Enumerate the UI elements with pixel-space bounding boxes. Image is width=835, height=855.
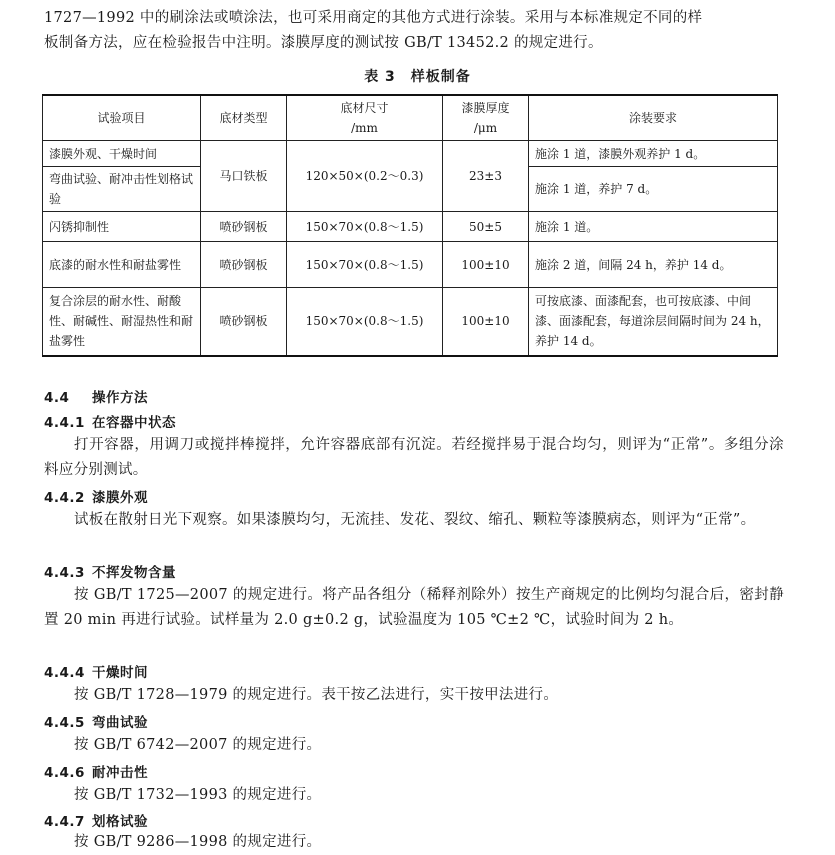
cell-substrate: 马口铁板 <box>201 141 287 212</box>
cell-size: 150×70×(0.8～1.5) <box>287 242 443 288</box>
table-caption: 表 3 样板制备 <box>364 69 471 85</box>
section-number: 4.4.4 <box>44 665 85 681</box>
sample-preparation-table <box>42 94 778 357</box>
cell-item: 漆膜外观、干燥时间 <box>43 141 201 167</box>
intro-line-1: 1727—1992 中的刷涂法或喷涂法，也可采用商定的其他方式进行涂装。采用与本标准规定不同的样 <box>44 10 703 26</box>
cell-thickness: 100±10 <box>443 242 529 288</box>
header-size-label: 底材尺寸 <box>340 101 389 115</box>
header-thickness <box>443 95 529 141</box>
cell-thickness: 100±10 <box>443 288 529 356</box>
cell-item: 闪锈抑制性 <box>43 212 201 242</box>
section-heading-4-4-2 <box>44 486 148 506</box>
section-heading-4-4-5 <box>44 711 148 731</box>
intro-line-2: 板制备方法，应在检验报告中注明。漆膜厚度的测试按 GB/T 13452.2 的规定进行。 <box>44 35 603 51</box>
table-row <box>43 141 778 167</box>
section-body-4-4-1: 打开容器，用调刀或搅拌棒搅拌，允许容器底部有沉淀。若经搅拌易于混合均匀，则评为“正常”。多组分涂料应分别测试。 <box>44 437 784 478</box>
section-number: 4.4.7 <box>44 814 85 830</box>
section-body-4-4-6: 按 GB/T 1732—1993 的规定进行。 <box>74 787 322 803</box>
section-body-4-4-5: 按 GB/T 6742—2007 的规定进行。 <box>74 737 322 753</box>
cell-coating: 施涂 1 道，养护 7 d。 <box>529 167 778 212</box>
section-body-4-4-2: 试板在散射日光下观察。如果漆膜均匀，无流挂、发花、裂纹、缩孔、颗粒等漆膜病态，则评为“正常”。 <box>74 512 756 528</box>
table-row <box>43 288 778 356</box>
section-body-4-4-7: 按 GB/T 9286—1998 的规定进行。 <box>74 834 322 850</box>
cell-size: 150×70×(0.8～1.5) <box>287 288 443 356</box>
cell-substrate: 喷砂钢板 <box>201 288 287 356</box>
cell-coating: 施涂 2 道，间隔 24 h，养护 14 d。 <box>529 242 778 288</box>
section-heading-4-4-3 <box>44 561 176 581</box>
section-heading-4-4-4 <box>44 661 148 681</box>
section-heading-4-4-1 <box>44 411 176 431</box>
section-heading-4-4 <box>44 386 148 406</box>
section-title: 弯曲试验 <box>92 715 148 731</box>
header-size-unit: /mm <box>351 121 378 135</box>
header-substrate: 底材类型 <box>201 95 287 141</box>
section-number: 4.4 <box>44 390 70 406</box>
cell-item: 弯曲试验、耐冲击性划格试验 <box>43 167 201 212</box>
section-number: 4.4.6 <box>44 765 85 781</box>
cell-thickness: 23±3 <box>443 141 529 212</box>
section-title: 操作方法 <box>92 390 148 406</box>
cell-size: 150×70×(0.8～1.5) <box>287 212 443 242</box>
section-number: 4.4.5 <box>44 715 85 731</box>
header-item: 试验项目 <box>43 95 201 141</box>
cell-substrate: 喷砂钢板 <box>201 242 287 288</box>
section-title: 划格试验 <box>92 814 148 830</box>
cell-thickness: 50±5 <box>443 212 529 242</box>
section-title: 耐冲击性 <box>92 765 148 781</box>
cell-item: 复合涂层的耐水性、耐酸性、耐碱性、耐湿热性和耐盐雾性 <box>43 288 201 356</box>
section-title: 不挥发物含量 <box>92 565 176 581</box>
section-body-4-4-4: 按 GB/T 1728—1979 的规定进行。表干按乙法进行，实干按甲法进行。 <box>74 687 559 703</box>
cell-size: 120×50×(0.2～0.3) <box>287 141 443 212</box>
header-coating: 涂装要求 <box>529 95 778 141</box>
table-row <box>43 242 778 288</box>
cell-item: 底漆的耐水性和耐盐雾性 <box>43 242 201 288</box>
cell-substrate: 喷砂钢板 <box>201 212 287 242</box>
cell-coating: 可按底漆、面漆配套，也可按底漆、中间漆、面漆配套，每道涂层间隔时间为 24 h，养护 14 d。 <box>529 288 778 356</box>
section-title: 干燥时间 <box>92 665 148 681</box>
section-title: 在容器中状态 <box>92 415 176 431</box>
header-thickness-unit: /μm <box>473 121 498 135</box>
section-number: 4.4.2 <box>44 490 85 506</box>
section-body-4-4-3: 按 GB/T 1725—2007 的规定进行。将产品各组分（稀释剂除外）按生产商规定的比例均匀混合后，密封静置 20 min 再进行试验。试样量为 2.0 g±0.2 g，试验温度为 105 ℃±2 ℃，试验时间为 2 h。 <box>44 587 784 628</box>
section-title: 漆膜外观 <box>92 490 148 506</box>
section-number: 4.4.1 <box>44 415 85 431</box>
cell-coating: 施涂 1 道。 <box>529 212 778 242</box>
header-size <box>287 95 443 141</box>
header-thickness-label: 漆膜厚度 <box>461 101 510 115</box>
section-heading-4-4-7 <box>44 810 148 830</box>
section-number: 4.4.3 <box>44 565 85 581</box>
table-row <box>43 212 778 242</box>
cell-coating: 施涂 1 道，漆膜外观养护 1 d。 <box>529 141 778 167</box>
intro-paragraph <box>44 6 784 56</box>
section-heading-4-4-6 <box>44 761 148 781</box>
